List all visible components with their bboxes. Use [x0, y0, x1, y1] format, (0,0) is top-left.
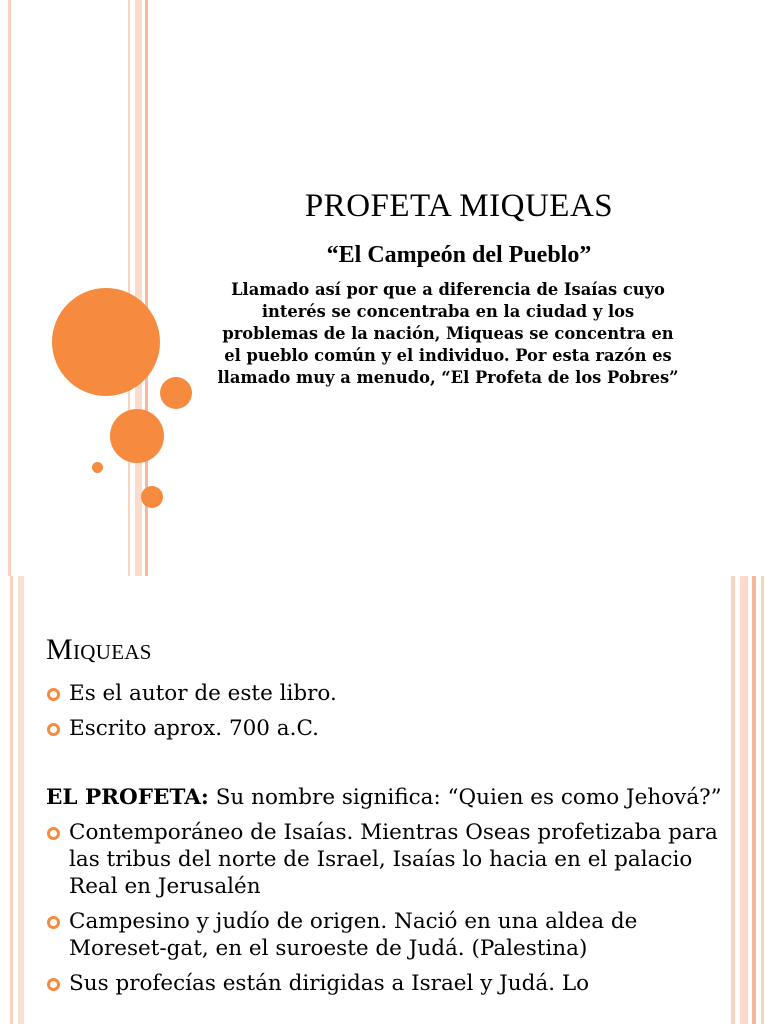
list-item [46, 970, 726, 997]
decor-circle-large [52, 288, 160, 396]
list-item-text: Escrito aprox. 700 a.C. [69, 716, 319, 741]
stripe [128, 0, 130, 576]
bullet-circle-icon [47, 827, 60, 840]
list-item [46, 908, 726, 962]
stripe [761, 576, 764, 1024]
list-item [46, 680, 726, 707]
decor-circle-medium [110, 409, 164, 463]
bullet-circle-icon [47, 723, 60, 736]
stripe [10, 576, 13, 1024]
stripe [135, 0, 142, 576]
slide-subtitle: “El Campeón del Pueblo” [326, 242, 592, 268]
decor-circle-small [141, 486, 163, 508]
body-line: llamado muy a menudo, “El Profeta de los Pobres” [217, 368, 679, 387]
profeta-text: Su nombre significa: “Quien es como Jehová?” [208, 785, 722, 810]
stripe [740, 576, 748, 1024]
decor-circle-tiny [92, 462, 103, 473]
slide-title-heading: PROFETA MIQUEAS [304, 188, 614, 224]
slide2-content [46, 680, 726, 997]
body-line: problemas de la nación, Miqueas se concentra en [222, 324, 674, 343]
list-item-text: Contemporáneo de Isaías. Mientras Oseas profetizaba para las tribus del norte de Israel, Isaías lo hacia en el palacio Real en Jerusalén [69, 820, 718, 899]
stripe [18, 576, 24, 1024]
body-line: el pueblo común y el individuo. Por esta razón es [224, 346, 672, 365]
body-line: interés se concentraba en la ciudad y los [261, 302, 635, 321]
slide-body-text [178, 279, 718, 389]
stripe [8, 0, 11, 576]
stripe [752, 576, 756, 1024]
list-item-text: Es el autor de este libro. [69, 681, 337, 706]
bullet-circle-icon [47, 978, 60, 991]
body-line: Llamado así por que a diferencia de Isaías cuyo [231, 280, 665, 299]
slide2-heading: Miqueas [46, 633, 152, 666]
list-item-text: Campesino y judío de origen. Nació en una aldea de Moreset-gat, en el suroeste de Judá. (Palestina) [69, 909, 638, 961]
bullet-circle-icon [47, 688, 60, 701]
stripe [731, 576, 735, 1024]
list-item [46, 819, 726, 900]
bullet-circle-icon [47, 916, 60, 929]
list-item-text: Sus profecías están dirigidas a Israel y Judá. Lo [69, 971, 590, 996]
profeta-paragraph [46, 784, 726, 811]
list-item [46, 715, 726, 742]
profeta-label: EL PROFETA: [46, 785, 209, 810]
